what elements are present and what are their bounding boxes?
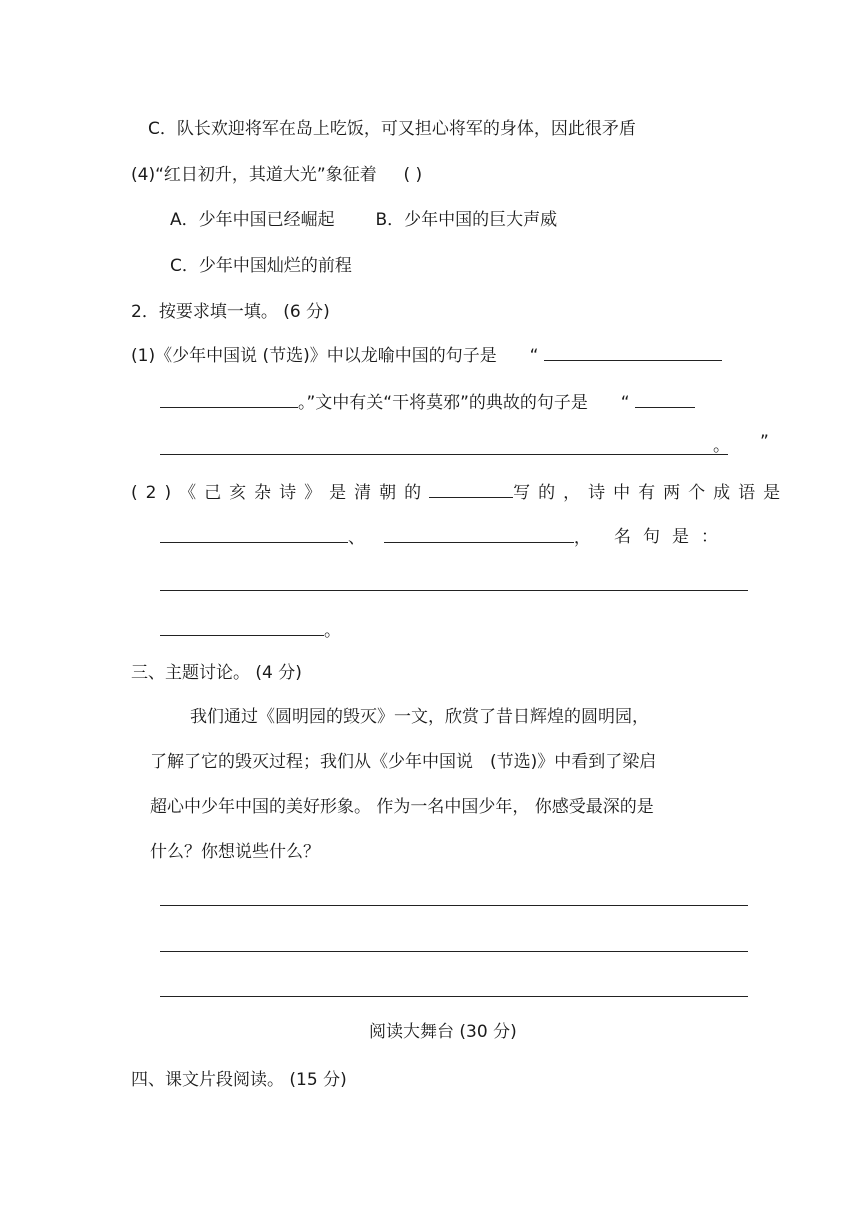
q2-sub1-line1 <box>131 343 722 368</box>
answer-bracket[interactable]: ( ) <box>403 165 423 185</box>
q3-heading-text: 三、主题讨论。 (4 分) <box>131 663 302 683</box>
answer-blank[interactable] <box>160 390 298 408</box>
quote-open: “ <box>529 346 539 366</box>
q3-text: 什么？你想说些什么？ <box>150 842 320 862</box>
q1-sub4-options-ab <box>170 208 557 232</box>
q2-sub2-line1 <box>131 480 788 505</box>
section-title <box>369 1020 517 1044</box>
q2-sub1-prompt: (1)《少年中国说 (节选)》中以龙喻中国的句子是 <box>131 346 497 366</box>
option-c[interactable]: C．少年中国灿烂的前程 <box>170 256 352 276</box>
q2-sub1-prompt2: 。”文中有关“干将莫邪”的典故的句子是 <box>298 393 588 413</box>
q1-sub4-stem <box>131 163 422 187</box>
answer-blank[interactable] <box>635 390 695 408</box>
q3-text: 超心中少年中国的美好形象。 作为一名中国少年， 你感受最深的是 <box>150 797 654 817</box>
answer-blank[interactable] <box>160 525 348 543</box>
q3-text: 了解了它的毁灭过程；我们从《少年中国说 (节选)》中看到了梁启 <box>150 752 657 772</box>
q3-paragraph-line2 <box>150 750 656 774</box>
q2-sub2-mingju-text: 名句是： <box>614 527 730 547</box>
q2-sub2-line4 <box>160 618 341 643</box>
q3-paragraph-line1 <box>190 705 649 729</box>
quote-close: ” <box>760 432 769 452</box>
q2-sub1-quote-close <box>760 430 769 454</box>
q2-heading <box>131 300 330 324</box>
q1-sub4-stem-text: (4)“红日初升，其道大光”象征着 <box>131 165 377 185</box>
answer-blank[interactable] <box>544 343 722 361</box>
q2-sub2-line2 <box>160 525 591 550</box>
q4-heading-text: 四、课文片段阅读。 (15 分) <box>131 1070 347 1090</box>
q3-text: 我们通过《圆明园的毁灭》一文，欣赏了昔日辉煌的圆明园， <box>190 707 649 727</box>
answer-line[interactable] <box>160 951 748 952</box>
q1-option-c-text: C．队长欢迎将军在岛上吃饭，可又担心将军的身体，因此很矛盾 <box>148 119 636 139</box>
answer-line[interactable] <box>160 590 748 591</box>
q2-sub1-line2 <box>160 390 695 415</box>
period-mark: 。 <box>324 621 341 641</box>
q3-paragraph-line3 <box>150 795 654 819</box>
answer-line[interactable] <box>160 905 748 906</box>
q2-heading-text: 2．按要求填一填。 (6 分) <box>131 302 330 322</box>
q3-heading <box>131 661 302 685</box>
answer-line[interactable] <box>160 454 728 455</box>
q3-paragraph-line4 <box>150 840 320 864</box>
quote-open: “ <box>620 393 630 413</box>
q1-option-c <box>148 117 636 141</box>
q2-sub2-prompt: (2)《己亥杂诗》是清朝的 <box>131 483 430 503</box>
option-b[interactable]: B．少年中国的巨大声威 <box>375 210 558 230</box>
answer-blank[interactable] <box>160 618 324 636</box>
answer-blank[interactable] <box>384 525 574 543</box>
answer-line[interactable] <box>160 996 748 997</box>
comma-mark: ， <box>573 528 591 548</box>
q1-sub4-option-c <box>170 254 352 278</box>
q2-sub2-mingju <box>614 525 730 549</box>
period-mark: 。 <box>713 436 730 456</box>
option-a[interactable]: A．少年中国已经崛起 <box>170 210 335 230</box>
q4-heading <box>131 1068 347 1092</box>
q2-sub1-period <box>713 434 730 458</box>
q2-sub2-prompt2: 写的，诗中有两个成语是 <box>513 483 789 503</box>
section-title-text: 阅读大舞台 (30 分) <box>369 1022 517 1042</box>
answer-blank[interactable] <box>429 480 513 498</box>
separator-mark: 、 <box>348 528 365 548</box>
